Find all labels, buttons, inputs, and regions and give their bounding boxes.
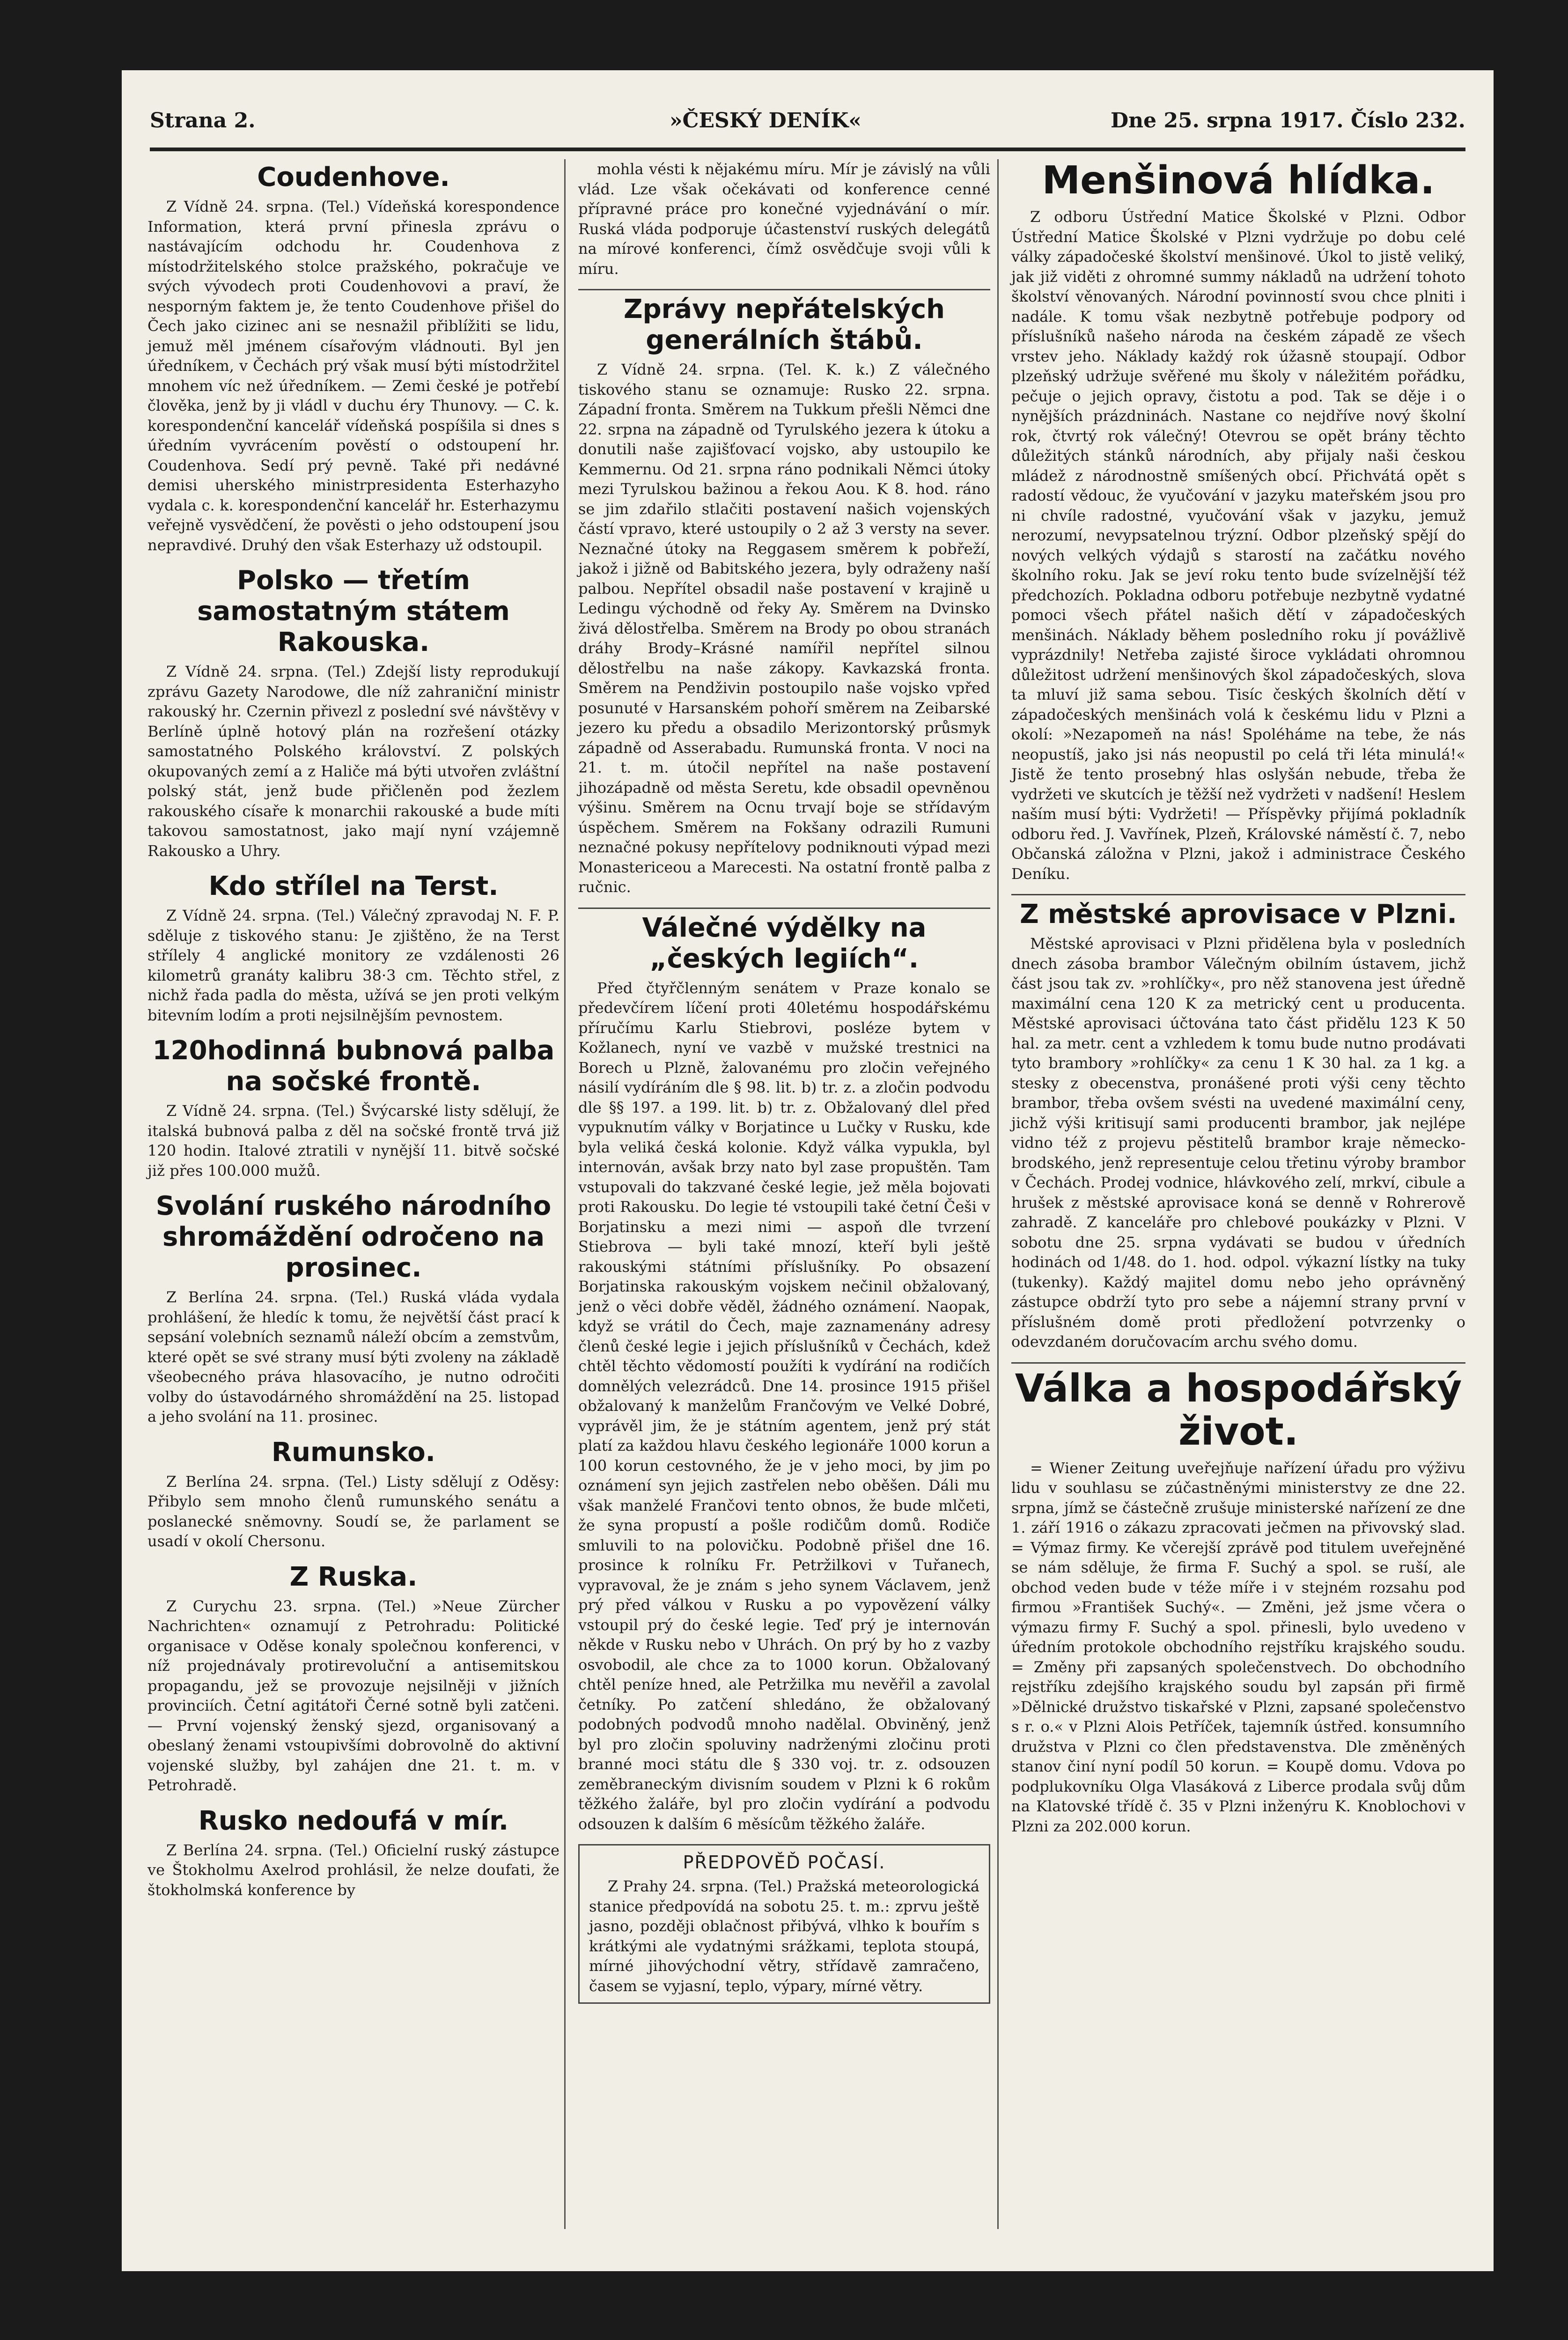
article-body: Z Vídně 24. srpna. (Tel.) Švýcarské listy sdělují, že italská bubnová palba z děl na sočské frontě trvá již 120 hodin. Italové ztratili v nynější 11. bitvě sočské již přes 100.000 mužů.: [147, 1102, 559, 1180]
article-headline: Coudenhove.: [257, 162, 450, 192]
weather-forecast-title: PŘEDPOVĚĎ POČASÍ.: [683, 1852, 886, 1873]
article-body: Z Vídně 24. srpna. (Tel.) Zdejší listy reprodukují zprávu Gazety Narodowe, dle níž zahraniční ministr rakouský hr. Czernin přivezl z poslední své návštěvy v Berlíně úplně hotový plán na rozřešení otázky samostatného Polského království. Z polských okupovaných zemí a z Haliče má býti utvořen zvláštní polský stát, jenž bude přičleněn pod žezlem rakouského císaře k monarchii rakouské a bude míti takovou samostatnost, jako mají nyní vzájemně Rakousko a Uhry.: [147, 663, 559, 860]
article-headline: Válečné výdělky na „českých legiích“.: [578, 908, 990, 974]
article: [1011, 894, 1465, 1352]
page-number: Strana 2.: [150, 109, 256, 133]
article-headline: Rumunsko.: [272, 1437, 435, 1468]
article: [147, 871, 559, 1025]
article-headline: Z městské aprovisace v Plzni.: [1011, 894, 1465, 930]
article: [147, 1437, 559, 1551]
masthead-rule: [150, 148, 1465, 151]
article-body: mohla vésti k nějakému míru. Mír je závislý na vůli vlád. Lze však očekávati od konference cenné přípravné práce pro konečné vyjednávání o mír. Ruská vláda podporuje účastenství ruských delegátů na mírové konferenci, čímž osvědčuje svoji vůli k míru.: [578, 160, 990, 278]
article: [578, 159, 990, 279]
article-headline: Z Ruska.: [289, 1561, 418, 1592]
article-body: Z Vídně 24. srpna. (Tel.) Vídeňská korespondence Information, která první přinesla zprávu o nastávajícím odchodu hr. Coudenhova z místodržitelského stolce pražského, pokračuje ve svých vývodech proti Coudenhovovi a praví, že nesporným faktem je, že tento Coudenhove přišel do Čech jako cizinec ani se nesnažil přiblížiti se lidu, jemuž měl jménem císařovým vládnouti. Byl jen úředníkem, v Čechách prý však musí býti místodržitel mnohem víc než úředníkem. — Zemi české je potřebí člověka, jenž by ji vládl v duchu éry Thunovy. — C. k. korespondenční kancelář vídeňská pospíšila si dnes s úředním vyvrácením pověstí o odstoupení hr. Coudenhova. Sedí prý pevně. Také při nedávné demisi uherského ministrpresidenta Esterhazyho vydala c. k. korespondenční kancelář hr. Esterhazymu veřejně vysvědčení, že pověsti o jeho odstoupení jsou nepravdivé. Druhý den však Esterhazy už odstoupil.: [147, 198, 559, 554]
article: [1011, 1362, 1465, 1837]
column-rule-2: [997, 159, 999, 2229]
article: [147, 1562, 559, 1795]
article-body: Městské aprovisaci v Plzni přidělena byla v posledních dnech zásoba brambor Válečným obilním ústavem, jichž část jsou tak zv. »rohlíčky«, pro něž stanovena jest úředně maximální cena 120 K za metrický cent u producenta. Městské aprovisaci účtována tato část přidělu 123 K 50 hal. za metr. cent a vzhledem k tomu bude nutno prodávati tyto brambory »rohlíčky« za cenu 1 K 30 hal. za 1 kg. a stesky z obecenstva, pronášené proti výši ceny těchto brambor, třeba ovšem svésti na uvedené maximální ceny, jichž výši kritisují sami producenti brambor, jak nejlépe vidno též z projevu pěstitelů brambor kraje německo-brodského, jenž representuje celou třetinu výroby brambor v Čechách. Prodej vodnice, hlávkového zelí, mrkví, cibule a hrušek z městské aprovisace koná se denně v Rohrerově zahradě. Z kanceláře pro chlebové poukázky v Plzni. V sobotu dne 25. srpna vydávati se budou v úředních hodinách od 1/48. do 1. hod. odpol. výkazní lístky na tuky (tukenky). Každý majitel domu nebo jeho oprávněný zástupce obdrží tyto pro sebe a nájemní strany první v příslušném domě proti předložení potvrzenky o odevzdaném doručovacím archu svého domu.: [1011, 935, 1465, 1351]
article-headline: Menšinová hlídka.: [1042, 158, 1435, 203]
article-body: Z Berlína 24. srpna. (Tel.) Listy sdělují z Oděsy: Přibylo sem mnoho členů rumunského senátu a poslanecké sněmovny. Soudí se, že parlament se usadí v okolí Chersonu.: [147, 1472, 559, 1550]
article: [147, 1191, 559, 1427]
article-headline: Kdo střílel na Terst.: [208, 871, 499, 901]
article: [578, 289, 990, 897]
issue-date: Dne 25. srpna 1917. Číslo 232.: [1110, 109, 1465, 133]
weather-forecast-box: [578, 1844, 990, 2004]
newspaper-title: »ČESKÝ DENÍK«: [670, 109, 861, 133]
column-1: [147, 159, 559, 1910]
article-body: Z Berlína 24. srpna. (Tel.) Ruská vláda vydala prohlášení, že hledíc k tomu, že největší část prací k sepsání volebních seznamů náleží obcím a zemstvům, které opět se své strany musí býti zvoleny na základě všeobecného práva hlasovacího, je nutno odročiti volby do ústavodárného shromáždění na 25. listopad a jeho svolání na 11. prosinec.: [147, 1288, 559, 1425]
article-body: = Wiener Zeitung uveřejňuje nařízení úřadu pro výživu lidu v souhlasu se zúčastněnými ministerstvy ze dne 22. srpna, jímž se částečně zrušuje ministerské nařízení ze dne 1. září 1916 o zákazu zpracovati ječmen na přivovský slad. = Výmaz firmy. Ke včerejší zprávě pod titulem uveřejněné se nám sděluje, že firma F. Suchý a spol. se ruší, ale obchod veden bude v téže míře i v stejném rozsahu pod firmou »František Suchý«. — Změni, jež jsme včera o výmazu firmy F. Suchý a spol. přinesli, bylo uvedeno v úředním protokole obchodního rejstříku krajského soudu. = Změny při zapsaných společenstvech. Do obchodního rejstříku zdejšího krajského soudu byl zapsán při firmě »Dělnické družstvo tiskařské v Plzni, zapsané společenstvo s r. o.« v Plzni Alois Petříček, tajemník ústřed. konsumního družstva v Plzni co člen představenstva. Dle změněných stanov činí nyní podíl 50 korun. = Koupě domu. Vdova po podplukovníku Olga Vlasáková z Liberce prodala svůj dům na Klatovské třídě č. 35 v Plzni inženýru K. Knoblochovi v Plzni za 202.000 korun.: [1011, 1459, 1465, 1835]
article-body: Z Curychu 23. srpna. (Tel.) »Neue Zürcher Nachrichten« oznamují z Petrohradu: Politické organisace v Oděse konaly společnou konferenci, v níž projednávaly protirevoluční a antisemitskou propagandu, jež se provozuje nejsilněji v jižních provinciích. Četní agitátoři Černé sotně byli zatčeni. — První vojenský ženský sjezd, organisovaný a obeslaný ženami vstoupivšími dobrovolně do aktivní vojenské služby, byl zahájen dne 21. t. m. v Petrohradě.: [147, 1597, 559, 1794]
article-headline: Válka a hospodářský život.: [1011, 1362, 1465, 1454]
article: [147, 1035, 559, 1181]
weather-forecast-text: Z Prahy 24. srpna. (Tel.) Pražská meteorologická stanice předpovídá na sobotu 25. t. m.: zprvu ještě jasno, později oblačnost přibývá, vlhko k bouřím s krátkými ale vydatnými srážkami, teplota stoupá, mírné jihovýchodní větry, střídavě zamračeno, časem se vyjasní, teplo, výpary, mírné větry.: [589, 1877, 979, 1995]
article-body: Z Berlína 24. srpna. (Tel.) Oficielní ruský zástupce ve Štokholmu Axelrod prohlásil, že nelze doufati, že štokholmská konference by: [147, 1841, 559, 1899]
newspaper-page: [122, 70, 1494, 2271]
article: [147, 565, 559, 861]
article-headline: Svolání ruského národního shromáždění odročeno na prosinec.: [155, 1191, 552, 1283]
article-body: Z Vídně 24. srpna. (Tel. K. k.) Z válečného tiskového stanu se oznamuje: Rusko 22. srpna. Západní fronta. Směrem na Tukkum přešli Němci dne 22. srpna na západně od Tyrulského jezera k útoku a donutili naše zajišťovací vojsko, aby ustoupilo ke Kemmernu. Od 21. srpna ráno podnikali Němci útoky mezi Tyrulskou bažinou a řekou Aou. K 8. hod. ráno se jim zdařilo stlačiti postavení našich vojenských částí vpravo, které ustoupily o 2 až 3 versty na sever. Neznačné útoky na Reggasem směrem k pobřeží, jakož i jižně od Babitského jezera, byly odraženy naší palbou. Nepřítel obsadil naše postavení v krajině u Ledingu východně od řeky Ay. Směrem na Dvinsko živá dělostřelba. Směrem na Brody po obou stranách dráhy Brody–Krásné namířil nepřítel silnou dělostřelbu na naše zákopy. Kavkazská fronta. Směrem na Pendživin postoupilo naše vojsko vpřed posunuté v Harsanském pohoří směrem na Zeibarské jezero ku předu a obsadilo Merizontorský průsmyk západně od Asserabadu. Rumunská fronta. V noci na 21. t. m. útočil nepřítel na naše postavení jihozápadně od města Seretu, kde obsadil opevněnou výšinu. Směrem na Ocnu trvají boje se střídavým úspěchem. Směrem na Fokšany odrazili Rumuni neznačné pokusy nepřítelovy podniknouti výpad mezi Monastericeou a Marecesti. Na ostatní frontě palba z ručnic.: [578, 361, 990, 896]
article: [147, 162, 559, 555]
article-headline: Polsko — třetím samostatným státem Rakouska.: [197, 565, 510, 657]
column-2: [578, 159, 990, 2004]
article-body: Z Vídně 24. srpna. (Tel.) Válečný zpravodaj N. F. P. sděluje z tiskového stanu: Je zjištěno, že na Terst střílely 4 anglické monitory ze vzdálenosti 26 kilometrů granáty kalibru 38·3 cm. Těchto střel, z nichž řada padla do města, užívá se jen proti velkým bitevním lodím a proti nejsilnějším pevnostem.: [147, 907, 559, 1024]
article-headline: Rusko nedoufá v mír.: [198, 1805, 509, 1836]
article-body: Z odboru Ústřední Matice Školské v Plzni. Odbor Ústřední Matice Školské v Plzni vydržuje po dobu celé války západočeské školství menšinové. Úkol to jistě veliký, jak již viděti z ohromné summy nákladů na udržení tohoto školství věnovaných. Národní povinností svou chce plniti i nadále. K tomu však nezbytně potřebuje podpory od příslušníků našeho národa na českém západě ze všech vrstev jeho. Náklady každý rok úžasně stoupají. Odbor plzeňský udržuje svěřené mu školy v náležitém pořádku, pečuje o jejich opravy, čistotu a pod. Tak se děje i o nynějších prázdninách. Nastane co nejdříve nový školní rok, čtvrtý rok válečný! Otevrou se opět brány těchto důležitých stánků národních, aby přijaly naši českou mládež z národnostně smíšených obcí. Přichvátá opět s radostí vědouc, že vyučování v jazyku mateřském jsou pro ni chvíle radostné, vyučování však v jazyku, jemuž nerozumí, nevypsatelnou trýzní. Odbor plzeňský spějí do nových velkých výdajů s starostí na začátku nového školního roku. Jak se jeví roku tento bude svízelnější též předchozích. Pokladna odboru potřebuje nezbytně vydatné pomoci všech přátel našich dětí v západočeských menšinách. Náklady během posledního roku jí povážlivě vyprázdnily! Netřeba zajisté široce vykládati ohromnou důležitost udržení menšinových škol západočeských, slova ta mluví již sama sebou. Tisíc českých školních dětí v západočeských menšinách volá k českému lidu v Plzni a okolí: »Nezapomeň na nás! Spoléháme na tebe, že nás neopustíš, jako jsi nás neopustil po celá tři léta minulá!« Jistě že tento prosebný hlas oslyšán nebude, třeba že vydržeti ve skutcích je těžší než vydržeti v nadšení! Heslem naším musí býti: Vydržeti! — Příspěvky přijímá pokladník odboru řed. J. Vavřínek, Plzeň, Královské náměstí č. 7, nebo Občanská záložna v Plzni, jakož i administrace Českého Deníku.: [1011, 208, 1465, 883]
article-headline: Zprávy nepřátelských generálních štábů.: [578, 289, 990, 356]
article-headline: 120hodinná bubnová palba na sočské frontě.: [152, 1035, 555, 1097]
article-body: Před čtyřčlenným senátem v Praze konalo se předevčírem líčení proti 40letému hospodářskému příručímu Karlu Stiebrovi, posléze bytem v Kožlanech, nyní ve vazbě v mužské trestnici na Borech u Plzně, žalovanému pro zločin veřejného násilí vydíráním dle § 98. lit. b) tr. z. a zločin podvodu dle §§ 197. a 199. lit. b) tr. z. Obžalovaný dlel před vypuknutím války v Borjatince u Lučky v Rusku, kde byla veliká česká kolonie. Když válka vypukla, byl internován, avšak brzy nato byl zase propuštěn. Tam vstupovali do takzvané české legie, jež měla bojovati proti Rakousku. Do legie té vstoupili také četní Češi v Borjatinsku a mezi nimi — aspoň dle tvrzení Stiebrova — byli také mnozí, kteří byli ještě rakouskými státními příslušníky. Po obsazení Borjatinska rakouským vojskem nečinil obžalovaný, jenž o věci dobře věděl, žádného oznámení. Naopak, když se vrátil do Čech, maje zaznamenány adresy členů české legie i jejich příslušníků v Čechách, kdež chtěl těchto vědomostí použíti k vydírání na rodičích domnělých velezrádců. Dne 14. prosince 1915 přišel obžalovaný k manželům Frančovým ve Velké Dobré, vyprávěl jim, že je státním agentem, jenž prý stát platí za každou hlavu českého legionáře 1000 korun a 100 korun cestovného, že je v jeho moci, by jim po oznámení syn jejich zastřelen nebo oběšen. Dáli mu však manželé Frančovi tento obnos, že bude mlčeti, že syna propustí a pošle rodičům domů. Rodiče smluvili to na polovičku. Podobně přišel dne 16. prosince k rolníku Fr. Petržilkovi v Tuřanech, vypravoval, že je znám s jeho synem Václavem, jenž prý před válkou v Rusku a po vypovězení války vstoupil prý do české legie. Teď prý je internován někde v Rusku nebo v Uhrách. On prý by ho z vazby osvobodil, ale chce za to 1000 korun. Obžalovaný chtěl peníze hned, ale Petržilka mu nevěřil a zavolal četníky. Po zatčení shledáno, že obžalovaný podobných podvodů mnoho nadělal. Obviněný, jenž byl pro zločin spoluviny nadrženými zločinu proti branné moci státu dle § 330 voj. tr. z. odsouzen zeměbraneckým divisním soudem v Plzni k 6 rokům těžkého žaláře, byl pro zločin vydírání a podvodu odsouzen k dalším 6 měsícům těžkého žaláře.: [578, 979, 990, 1833]
column-rule-1: [564, 159, 566, 2229]
article: [147, 1806, 559, 1900]
article: [1011, 159, 1465, 884]
masthead: [150, 98, 1465, 150]
column-3: [1011, 159, 1465, 1846]
article: [578, 908, 990, 1834]
